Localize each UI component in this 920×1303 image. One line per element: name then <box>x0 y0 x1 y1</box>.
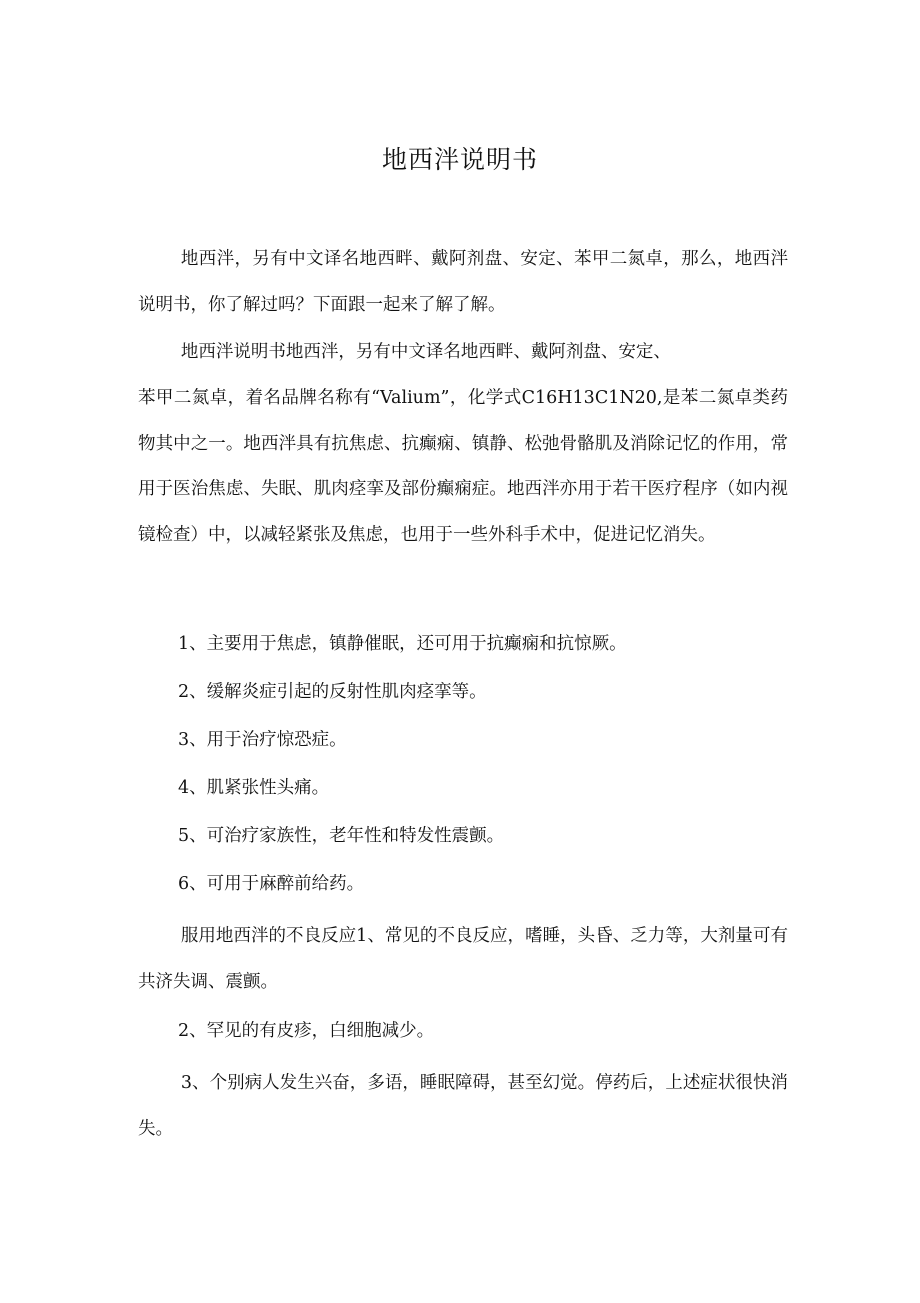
use-item-5: 5、可治疗家族性，老年性和特发性震颤。 <box>178 826 505 846</box>
use-item-1: 1、主要用于焦虑，镇静催眠，还可用于抗癫痫和抗惊厥。 <box>178 634 627 654</box>
page-title: 地西泮说明书 <box>381 145 538 174</box>
description-first-line: 地西泮说明书地西泮，另有中文译名地西畔、戴阿剂盘、安定、 <box>180 342 671 362</box>
use-item-4: 4、肌紧张性头痛。 <box>178 778 330 798</box>
use-item-6: 6、可用于麻醉前给药。 <box>178 874 365 894</box>
description-paragraph: 苯甲二氮卓，着名品牌名称有“Valium”，化学式C16H13C1N20,是苯二氮卓类药物其中之一。地西泮具有抗焦虑、抗癫痫、镇静、松弛骨骼肌及消除记忆的作用，常用于医治焦虑、失眠、肌肉痉挛及部份癫痫症。地西泮亦用于若干医疗程序（如内视镜检查）中，以减轻紧张及焦虑，也用于一些外科手术中，促进记忆消失。 <box>138 388 788 545</box>
adverse-item-3: 3、个别病人发生兴奋，多语，睡眠障碍，甚至幻觉。停药后，上述症状很快消失。 <box>138 1073 788 1139</box>
adverse-item-2: 2、罕见的有皮疹，白细胞减少。 <box>178 1021 435 1041</box>
adverse-reactions-paragraph: 服用地西泮的不良反应1、常见的不良反应，嗜睡，头昏、乏力等，大剂量可有共济失调、震颤。 <box>138 926 788 992</box>
intro-paragraph: 地西泮，另有中文译名地西畔、戴阿剂盘、安定、苯甲二氮卓，那么，地西泮说明书，你了解过吗？下面跟一起来了解了解。 <box>138 249 788 315</box>
use-item-2: 2、缓解炎症引起的反射性肌肉痉挛等。 <box>178 682 487 702</box>
use-item-3: 3、用于治疗惊恐症。 <box>178 730 347 750</box>
